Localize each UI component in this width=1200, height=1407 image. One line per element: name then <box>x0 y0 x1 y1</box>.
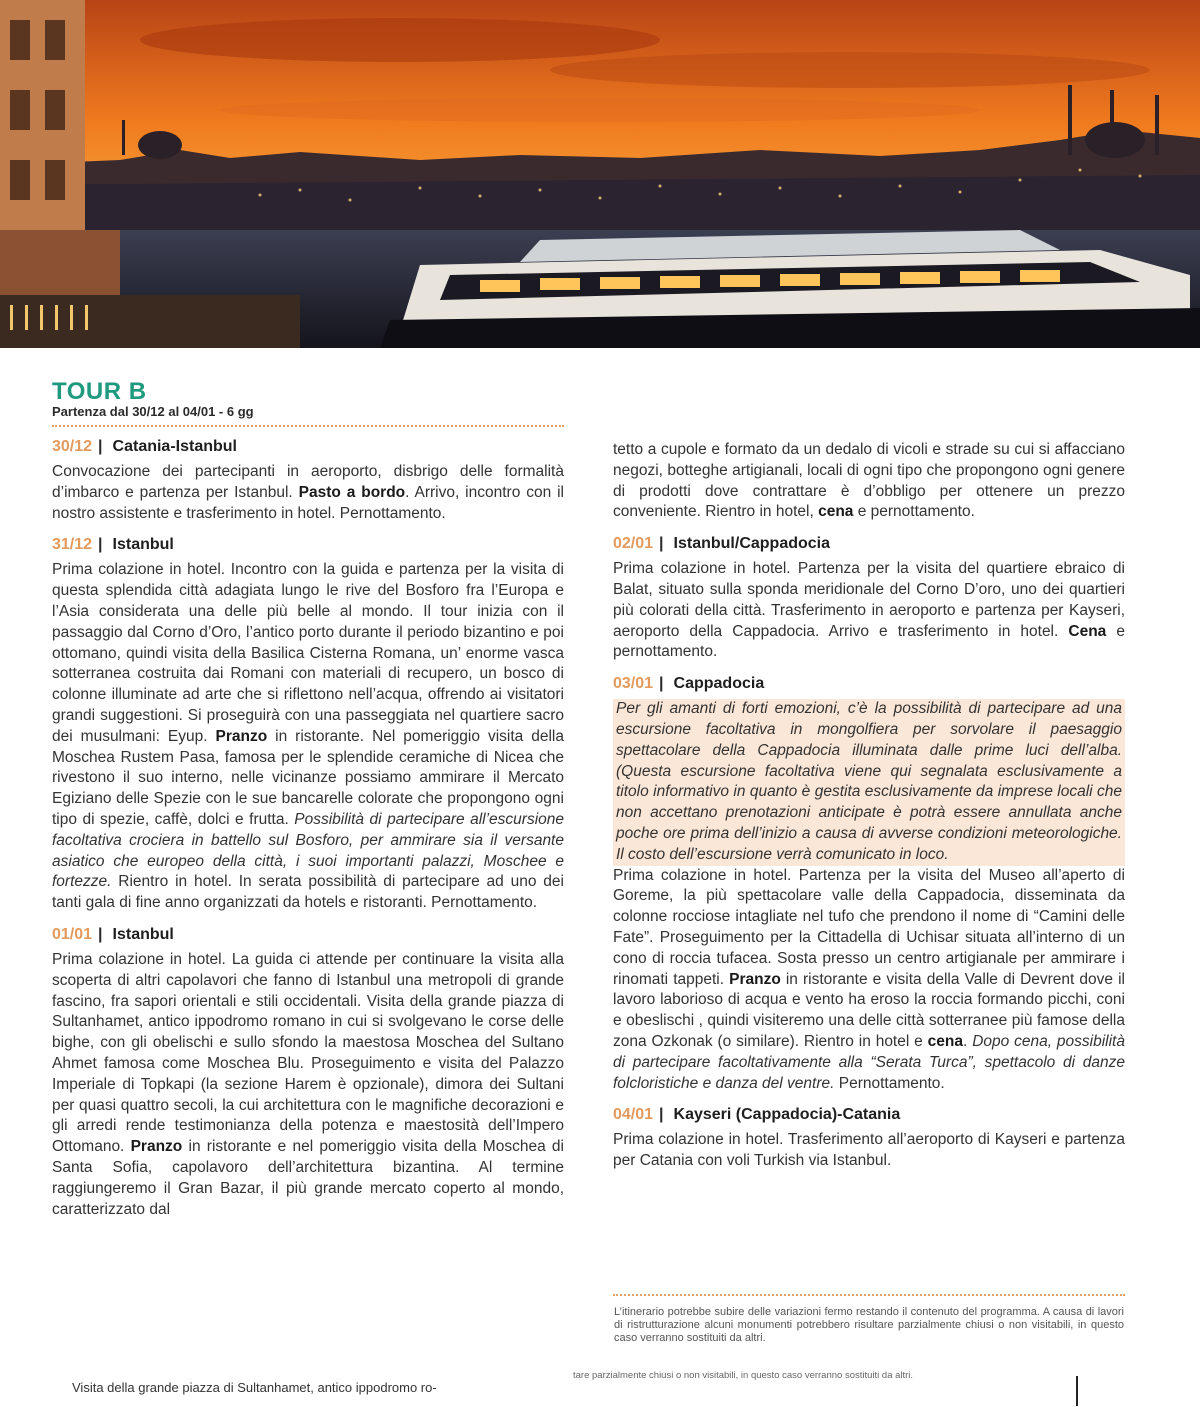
tour-title: TOUR B <box>52 378 147 405</box>
day-description: Prima colazione in hotel. La guida ci attende per continuare la visita alla scoperta di altri capolavori che fanno di Istanbul una metropoli di grande fascino, fra sapori orientali e stili occidentali. Visita della grande piazza di Sultanhamet, antico ippodromo romano in cui si svolgevano le corse delle bighe, con gli obelischi e sullo sfondo la maestosa Moschea del Sultano Ahmet famosa come Moschea Blu. Proseguimento e visita del Palazzo Imperiale di Topkapi (la sezione Harem è opzionale), dimora dei Sultani per quasi quattro secoli, la cui architettura con le magnifiche decorazioni e gli arredi rende testimonianza della potenza e maestosità dell’Impero Ottomano. Pranzo in ristorante e nel pomeriggio visita della Moschea di Santa Sofia, capolavoro dell’architettura bizantina. Al termine raggiungeremo il Gran Bazar, il più grande mercato coperto al mondo, caratterizzato dal <box>52 950 564 1218</box>
day-description: Prima colazione in hotel. Partenza per la visita del Museo all’aperto di Goreme, la più spettacolare valle della Cappadocia, disseminata da colonne rocciose intagliate nel tufo che prendono il nome di “Camini delle Fate”. Proseguimento per la Cittadella di Uchisar situata all’interno di un cono di roccia tufacea. Sosta presso un centro artigianale per ammirare i rinomati tappeti. Pranzo in ristorante e visita della Valle di Devrent dove il lavoro laborioso di acqua e vento ha eroso la roccia formando picchi, coni e obeslischi , quindi visiteremo una delle città sotterranee più famose della zona Ozkonak (o similare). Rientro in hotel e cena. Dopo cena, possibilità di partecipare facoltativamente alla “Serata Turca”, spettacolo di danze folcloristiche e danza del ventre. Pernottamento. <box>613 866 1125 1092</box>
day-heading <box>52 438 564 456</box>
day-heading <box>613 1106 1125 1124</box>
page-edge-bar <box>1076 1376 1078 1406</box>
tour-subtitle: Partenza dal 30/12 al 04/01 - 6 gg <box>52 404 254 419</box>
day-continuation <box>613 440 1125 523</box>
day-separator: | <box>659 675 664 693</box>
day-date: 04/01 <box>613 1106 654 1124</box>
day-heading <box>52 536 564 554</box>
day-place: Catania-Istanbul <box>112 438 237 455</box>
day-date: 01/01 <box>52 925 93 943</box>
day-place: Istanbul <box>112 536 174 554</box>
hero-photo-istanbul-skyline <box>0 0 1200 348</box>
day-separator: | <box>98 925 103 943</box>
optional-excursion-note: Per gli amanti di forti emozioni, c’è la possibilità di partecipare ad una escursione facoltativa in mongolfiera per sorvolare il paesaggio spettacolare della Cappadocia illuminata dalle prime luci dell’alba. (Questa escursione facoltativa viene qui segnalata esclusivamente a titolo informativo in quanto è gestita esclusivamente da imprese locali che non accettano prenotazioni anticipate è potrà essere annullata anche poche ore prima dell’inizio a causa di avverse condizioni meteorologiche. Il costo dell’escursione verrà comunicato in loco. <box>613 699 1125 865</box>
day-heading <box>52 926 564 944</box>
day-place: Istanbul <box>112 925 174 943</box>
itinerary-right-column <box>613 440 1125 1184</box>
day-separator: | <box>98 438 103 455</box>
day-place: Cappadocia <box>673 675 765 693</box>
day-date: 03/01 <box>613 675 654 693</box>
day-section <box>52 438 564 524</box>
footer-right-text: tare parzialmente chiusi o non visitabili, in questo caso verranno sostituiti da altri. <box>573 1370 914 1381</box>
day-description: Prima colazione in hotel. Trasferimento all’aeroporto di Kayseri e partenza per Catania con voli Turkish via Istanbul. <box>613 1131 1125 1170</box>
day-date: 31/12 <box>52 536 93 554</box>
day-separator: | <box>659 535 664 553</box>
day-date: 02/01 <box>613 535 654 553</box>
day-section <box>613 1106 1125 1172</box>
day-section <box>613 535 1125 663</box>
day-separator: | <box>659 1106 664 1124</box>
day-description: tetto a cupole e formato da un dedalo di vicoli e strade su cui si affacciano negozi, botteghe artigianali, locali di ogni tipo che propongono ogni genere di prodotti dove contrattare è d’obbligo per ottenere un prezzo conveniente. Rientro in hotel, cena e pernottamento. <box>613 441 1125 521</box>
day-description: Prima colazione in hotel. Partenza per la visita del quartiere ebraico di Balat, situato sulla sponda meridionale del Corno D’oro, uno dei quartieri più colorati della città. Trasferimento in aeroporto e partenza per Kayseri, aeroporto della Cappadocia. Arrivo e trasferimento in hotel. Cena e pernottamento. <box>613 560 1125 661</box>
day-heading <box>613 675 1125 693</box>
dotted-divider <box>52 425 564 427</box>
day-separator: | <box>98 536 103 554</box>
footer-left-text: Visita della grande piazza di Sultanhamet, antico ippodromo ro- <box>72 1380 437 1395</box>
day-place: Istanbul/Cappadocia <box>673 535 830 553</box>
day-description: Convocazione dei partecipanti in aeroporto, disbrigo delle formalità d’imbarco e partenza per Istanbul. Pasto a bordo. Arrivo, incontro con il nostro assistente e trasferimento in hotel. Pernottamento. <box>52 463 564 522</box>
disclaimer-note: L’itinerario potrebbe subire delle variazioni fermo restando il contenuto del programma. A causa di lavori di ristrutturazione alcuni monumenti potrebbero risultare parzialmente chiusi o non visitabili, in questo caso verranno sostituiti da altri. <box>614 1306 1124 1344</box>
day-section <box>52 926 564 1220</box>
day-heading <box>613 535 1125 553</box>
day-section <box>52 536 564 914</box>
dotted-divider <box>613 1294 1125 1296</box>
day-section <box>613 675 1125 1094</box>
day-place: Kayseri (Cappadocia)-Catania <box>673 1106 901 1124</box>
itinerary-left-column <box>52 438 564 1232</box>
day-date: 30/12 <box>52 438 93 455</box>
day-description: Prima colazione in hotel. Incontro con la guida e partenza per la visita di questa splendida città adagiata lungo le rive del Bosforo fra l’Europa e l’Asia considerata una delle più belle al mondo. Il tour inizia con il passaggio dal Corno d’Oro, l’antico porto durante il periodo bizantino e poi ottomano, quindi visita della Basilica Cisterna Romana, un’ enorme vasca sotterranea costruita dai Romani con materiali di recupero, un bosco di colonne illuminate ad arte che si riflettono nell’acqua, offrendo ai visitatori grandi suggestioni. Si proseguirà con una passeggiata nel quartiere sacro dei musulmani: Eyup. Pranzo in ristorante. Nel pomeriggio visita della Moschea Rustem Pasa, famosa per le splendide ceramiche di Nicea che rivestono il suo interno, nelle vicinanze possiamo ammirare il Mercato Egiziano delle Spezie con le sue bancarelle colorate che propongono ogni tipo di spezie, caffè, dolci e frutta. Possibilità di partecipare all’escursione facoltativa crociera in battello sul Bosforo, per ammirare sia il versante asiatico che europeo della città, i suoi importanti palazzi, Moschee e fortezze. Rientro in hotel. In serata possibilità di partecipare ad uno dei tanti gala di fine anno organizzati da hotels e ristoranti. Pernottamento. <box>52 561 564 912</box>
